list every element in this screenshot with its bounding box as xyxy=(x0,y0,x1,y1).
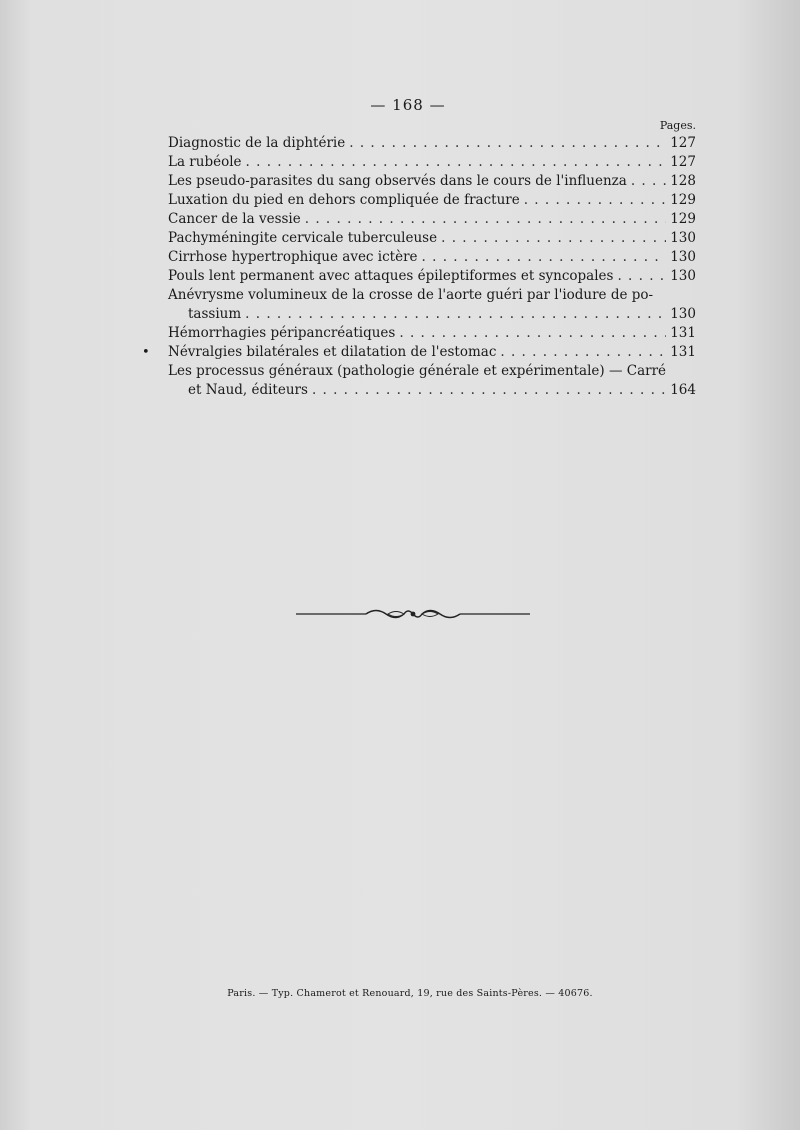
toc-entry xyxy=(142,343,696,362)
toc-entry-title: Névralgies bilatérales et dilatation de l'estomac xyxy=(168,344,497,360)
toc-entry xyxy=(168,191,696,210)
toc-entry-title: Pachyméningite cervicale tuberculeuse xyxy=(168,230,438,246)
toc-entry xyxy=(168,172,696,191)
toc-entry-page: 130 xyxy=(670,230,696,246)
leader-dots xyxy=(631,172,666,191)
printer-imprint: Paris. — Typ. Chamerot et Renouard, 19, rue des Saints-Pères. — 40676. xyxy=(227,988,593,999)
toc-entry-title: Pouls lent permanent avec attaques épileptiformes et syncopales xyxy=(168,268,614,284)
toc-entry-page: 129 xyxy=(670,211,696,227)
leader-dots xyxy=(349,134,666,153)
toc-entry-page: 131 xyxy=(670,344,696,360)
toc-entry-title-line1: Les processus généraux (pathologie générale et expérimentale) — Carré xyxy=(168,363,667,379)
toc-entry-page: 128 xyxy=(670,173,696,189)
leader-dots xyxy=(305,210,666,229)
toc-entry xyxy=(168,229,696,248)
toc-entry xyxy=(168,362,696,400)
toc-entry-page: 130 xyxy=(670,268,696,284)
toc-entry xyxy=(168,324,696,343)
toc-entry-page: 127 xyxy=(670,154,696,170)
toc-entry-title: Les pseudo-parasites du sang observés dans le cours de l'influenza xyxy=(168,173,627,189)
toc-entry xyxy=(168,267,696,286)
page-number: — 168 — xyxy=(370,96,446,114)
leader-dots xyxy=(500,343,666,362)
leader-dots xyxy=(441,229,666,248)
leader-dots xyxy=(399,324,666,343)
leader-dots xyxy=(246,153,666,172)
toc-entry-page: 164 xyxy=(670,382,696,398)
leader-dots xyxy=(245,305,666,324)
toc-entry-page: 127 xyxy=(670,135,696,151)
toc-entry-page: 129 xyxy=(670,192,696,208)
toc-entry-title-line1: Anévrysme volumineux de la crosse de l'aorte guéri par l'iodure de po- xyxy=(168,287,654,303)
toc-entry-title: tassium xyxy=(188,306,242,322)
table-of-contents xyxy=(142,134,696,400)
toc-entry xyxy=(168,153,696,172)
toc-entry-page: 130 xyxy=(670,249,696,265)
leader-dots xyxy=(617,267,666,286)
leader-dots xyxy=(524,191,666,210)
pages-column-label: Pages. xyxy=(659,119,696,132)
toc-entry-page: 130 xyxy=(670,306,696,322)
leader-dots xyxy=(422,248,666,267)
toc-entry-title: et Naud, éditeurs xyxy=(188,382,308,398)
toc-entry xyxy=(168,248,696,267)
toc-entry-title: Diagnostic de la diphtérie xyxy=(168,135,346,151)
toc-entry xyxy=(168,134,696,153)
toc-entry-title: La rubéole xyxy=(168,154,242,170)
toc-entry-title: Cancer de la vessie xyxy=(168,211,301,227)
toc-entry-title: Hémorrhagies péripancréatiques xyxy=(168,325,396,341)
toc-entry xyxy=(168,210,696,229)
bullet-mark: • xyxy=(142,345,150,360)
toc-entry-title: Luxation du pied en dehors compliquée de fracture xyxy=(168,192,520,208)
ornamental-divider-icon xyxy=(296,602,530,626)
toc-entry xyxy=(168,286,696,324)
toc-entry-title: Cirrhose hypertrophique avec ictère xyxy=(168,249,418,265)
toc-entry-page: 131 xyxy=(670,325,696,341)
leader-dots xyxy=(312,381,666,400)
